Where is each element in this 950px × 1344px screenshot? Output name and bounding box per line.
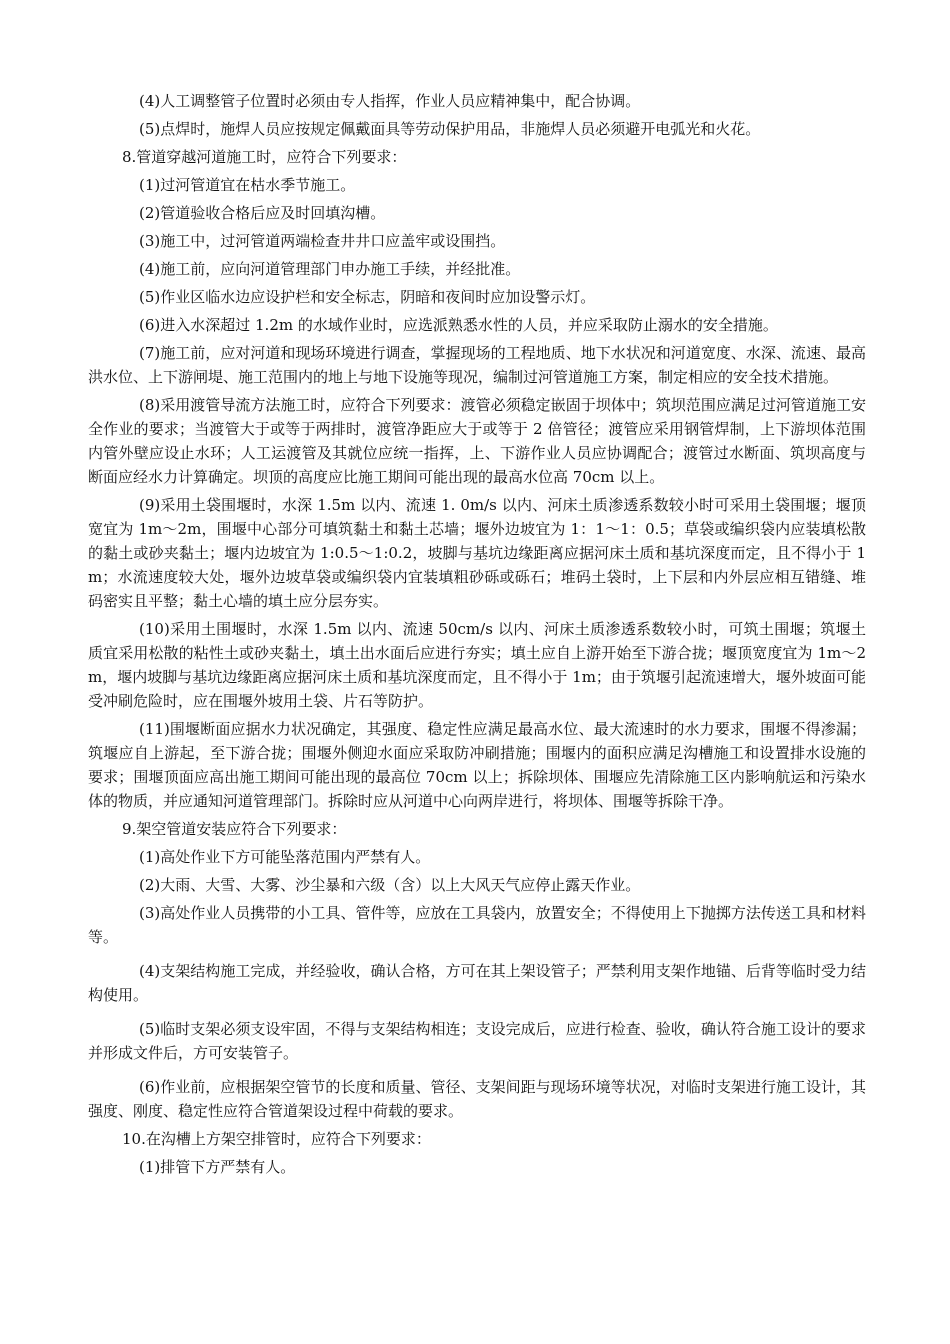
paragraph: (1)排管下方严禁有人。 xyxy=(139,1158,296,1176)
paragraph: (2)大雨、大雪、大雾、沙尘暴和六级（含）以上大风天气应停止露天作业。 xyxy=(139,876,641,894)
paragraph: (5)作业区临水边应设护栏和安全标志，阴暗和夜间时应加设警示灯。 xyxy=(139,288,596,306)
paragraph: (2)管道验收合格后应及时回填沟槽。 xyxy=(139,204,386,222)
paragraph: (7)施工前，应对河道和现场环境进行调查，掌握现场的工程地质、地下水状况和河道宽度、水深、流速、最高洪水位、上下游闸堤、施工范围内的地上与地下设施等现况，编制过河管道施工方案，制定相应的安全技术措施。 xyxy=(88,344,866,386)
paragraph: (3)高处作业人员携带的小工具、管件等，应放在工具袋内，放置安全；不得使用上下抛掷方法传送工具和材料等。 xyxy=(88,904,866,946)
paragraph: (1)高处作业下方可能坠落范围内严禁有人。 xyxy=(139,848,431,866)
paragraph: (6)进入水深超过 1.2m 的水域作业时，应选派熟悉水性的人员，并应采取防止溺水的安全措施。 xyxy=(139,316,778,334)
paragraph: (3)施工中，过河管道两端检查井井口应盖牢或设围挡。 xyxy=(139,232,506,250)
document-page xyxy=(88,89,866,1183)
paragraph: (9)采用土袋围堰时，水深 1.5m 以内、流速 1. 0m/s 以内、河床土质渗透系数较小时可采用土袋围堰；堰顶宽宜为 1m～2m，围堰中心部分可填筑黏土和黏土芯墙；堰外边坡宜为 1：1～1：0.5；草袋或编织袋内应装填松散的黏土或砂夹黏土；堰内边坡宜为 1:0.5～1:0.2，坡脚与基坑边缘距离应据河床土质和基坑深度而定，且不得小于 1m；水流速度较大处，堰外边坡草袋或编织袋内宜装填粗砂砾或砾石；堆码土袋时，上下层和内外层应相互错缝、堆码密实且平整；黏土心墙的填土应分层夯实。 xyxy=(88,496,866,610)
section-heading: 9.架空管道安装应符合下列要求： xyxy=(122,820,347,838)
paragraph: (4)人工调整管子位置时必须由专人指挥，作业人员应精神集中，配合协调。 xyxy=(139,92,641,110)
section-heading: 10.在沟槽上方架空排管时，应符合下列要求： xyxy=(122,1130,431,1148)
paragraph: (5)临时支架必须支设牢固，不得与支架结构相连；支设完成后，应进行检查、验收，确认符合施工设计的要求并形成文件后，方可安装管子。 xyxy=(88,1020,866,1062)
paragraph: (8)采用渡管导流方法施工时，应符合下列要求：渡管必须稳定嵌固于坝体中；筑坝范围应满足过河管道施工安全作业的要求；当渡管大于或等于两排时，渡管净距应大于或等于 2 倍管径；渡管应采用钢管焊制，上下游坝体范围内管外壁应设止水环；人工运渡管及其就位应统一指挥，上、下游作业人员应协调配合；渡管过水断面、筑坝高度与断面应经水力计算确定。坝顶的高度应比施工期间可能出现的最高水位高 70cm 以上。 xyxy=(88,396,866,486)
paragraph: (11)围堰断面应据水力状况确定，其强度、稳定性应满足最高水位、最大流速时的水力要求，围堰不得渗漏；筑堰应自上游起，至下游合拢；围堰外侧迎水面应采取防冲刷措施；围堰内的面积应满足沟槽施工和设置排水设施的要求；围堰顶面应高出施工期间可能出现的最高位 70cm 以上；拆除坝体、围堰应先清除施工区内影响航运和污染水体的物质，并应通知河道管理部门。拆除时应从河道中心向两岸进行，将坝体、围堰等拆除干净。 xyxy=(88,720,866,810)
paragraph: (1)过河管道宜在枯水季节施工。 xyxy=(139,176,356,194)
paragraph: (10)采用土围堰时，水深 1.5m 以内、流速 50cm/s 以内、河床土质渗透系数较小时，可筑土围堰；筑堰土质宜采用松散的粘性土或砂夹黏土，填土出水面后应进行夯实；填土应自上游开始至下游合拢；堰顶宽度宜为 1m～2m，堰内坡脚与基坑边缘距离应据河床土质和基坑深度而定，且不得小于 1m；由于筑堰引起流速增大，堰外坡面可能受冲刷危险时，应在围堰外坡用土袋、片石等防护。 xyxy=(88,620,866,710)
section-heading: 8.管道穿越河道施工时，应符合下列要求： xyxy=(122,148,407,166)
paragraph: (6)作业前，应根据架空管节的长度和质量、管径、支架间距与现场环境等状况，对临时支架进行施工设计，其强度、刚度、稳定性应符合管道架设过程中荷载的要求。 xyxy=(88,1078,866,1120)
paragraph: (4)支架结构施工完成，并经验收，确认合格，方可在其上架设管子；严禁利用支架作地锚、后背等临时受力结构使用。 xyxy=(88,962,866,1004)
paragraph: (5)点焊时，施焊人员应按规定佩戴面具等劳动保护用品，非施焊人员必须避开电弧光和火花。 xyxy=(139,120,761,138)
paragraph: (4)施工前，应向河道管理部门申办施工手续，并经批准。 xyxy=(139,260,521,278)
